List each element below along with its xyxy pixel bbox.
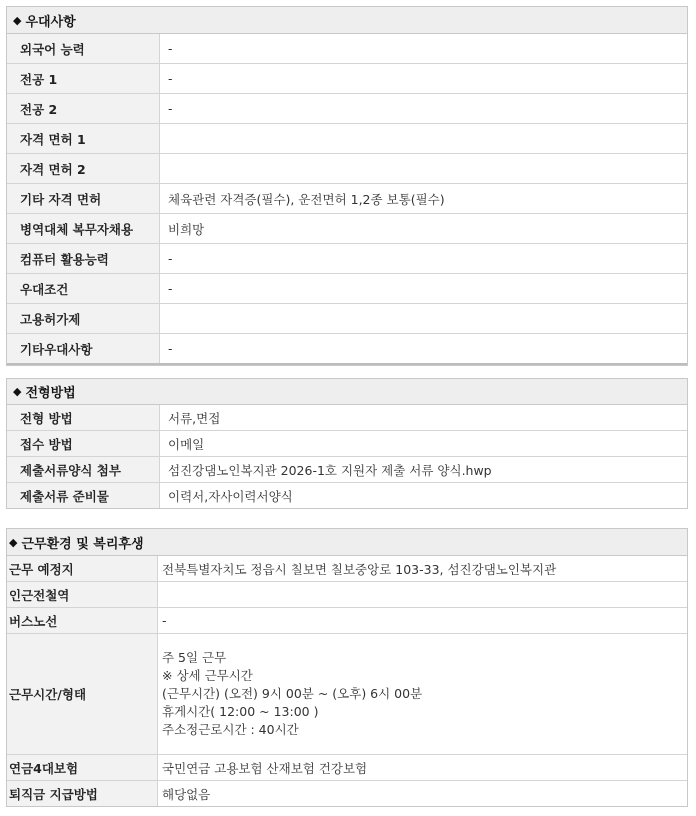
preference-title: 우대사항 <box>25 14 76 30</box>
table-row <box>7 304 687 334</box>
row-label: 전공 2 <box>7 94 160 124</box>
preference-table <box>7 34 687 365</box>
row-label: 제출서류 준비물 <box>7 483 160 509</box>
row-label: 자격 면허 2 <box>7 154 160 184</box>
bus-label: 버스노선 <box>7 608 158 634</box>
table-row <box>7 405 687 431</box>
row-label: 전형 방법 <box>7 405 160 431</box>
hours-line: 휴게시간( 12:00 ~ 13:00 ) <box>162 704 319 719</box>
row-label: 우대조건 <box>7 274 160 304</box>
workplace-label: 근무 예정지 <box>7 556 158 582</box>
selection-title: 전형방법 <box>25 386 76 401</box>
row-value: 비희망 <box>160 214 688 244</box>
hours-line: (근무시간) (오전) 9시 00분 ~ (오후) 6시 00분 <box>162 686 423 701</box>
selection-table <box>7 405 687 508</box>
table-row <box>7 334 687 365</box>
row-value: - <box>168 41 173 56</box>
selection-section <box>6 378 688 509</box>
hours-line: 주 5일 근무 <box>162 650 227 665</box>
table-row <box>7 457 687 483</box>
row-value: - <box>160 274 688 304</box>
hours-value <box>158 634 688 755</box>
table-row <box>7 608 687 634</box>
diamond-icon: ◆ <box>13 385 22 398</box>
table-row <box>7 582 687 608</box>
row-value: - <box>160 334 688 365</box>
table-row <box>7 154 687 184</box>
row-label: 기타우대사항 <box>7 334 160 365</box>
row-value: 서류,면접 <box>168 410 221 426</box>
hours-line: ※ 상세 근무시간 <box>162 668 253 683</box>
table-row <box>7 483 687 509</box>
row-label: 제출서류양식 첨부 <box>7 457 160 483</box>
attachment-link[interactable]: 섬진강댐노인복지관 2026-1호 지원자 제출 서류 양식.hwp <box>160 457 688 483</box>
welfare-section <box>6 528 688 807</box>
table-row <box>7 184 687 214</box>
welfare-header <box>7 529 687 556</box>
subway-value <box>158 582 688 608</box>
table-row <box>7 431 687 457</box>
row-value: - <box>160 94 688 124</box>
insurance-value: 국민연금 고용보험 산재보험 건강보험 <box>158 755 688 781</box>
diamond-icon: ◆ <box>13 13 22 27</box>
workplace-value: 전북특별자치도 정읍시 칠보면 칠보중앙로 103-33, 섬진강댐노인복지관 <box>162 561 557 577</box>
row-label: 고용허가제 <box>7 304 160 334</box>
preference-section <box>6 6 688 366</box>
diamond-icon: ◆ <box>9 535 18 549</box>
table-row <box>7 556 687 582</box>
row-value: 이력서,자사이력서양식 <box>160 483 688 509</box>
row-label: 외국어 능력 <box>7 34 160 64</box>
table-row <box>7 124 687 154</box>
table-row <box>7 94 687 124</box>
row-value: - <box>160 64 688 94</box>
insurance-label: 연금4대보험 <box>7 755 158 781</box>
welfare-title: 근무환경 및 복리후생 <box>21 536 144 552</box>
subway-label: 인근전철역 <box>7 582 158 608</box>
severance-value: 해당없음 <box>158 781 688 807</box>
table-row <box>7 634 687 755</box>
hours-label: 근무시간/형태 <box>7 634 158 755</box>
table-row <box>7 781 687 807</box>
row-label: 자격 면허 1 <box>7 124 160 154</box>
row-value <box>160 304 688 334</box>
row-value: 이메일 <box>160 431 688 457</box>
table-row <box>7 34 687 64</box>
row-value: - <box>160 244 688 274</box>
severance-label: 퇴직금 지급방법 <box>7 781 158 807</box>
table-row <box>7 755 687 781</box>
row-label: 기타 자격 면허 <box>7 184 160 214</box>
row-value <box>160 154 688 184</box>
row-label: 전공 1 <box>7 64 160 94</box>
bus-value: - <box>158 608 688 634</box>
table-row <box>7 214 687 244</box>
hours-line: 주소정근로시간 : 40시간 <box>162 722 299 737</box>
selection-header <box>7 379 687 405</box>
preference-header <box>7 7 687 34</box>
row-label: 컴퓨터 활용능력 <box>7 244 160 274</box>
row-value <box>160 124 688 154</box>
table-row <box>7 274 687 304</box>
table-row <box>7 64 687 94</box>
row-value: 체육관련 자격증(필수), 운전면허 1,2종 보통(필수) <box>160 184 688 214</box>
row-label: 병역대체 복무자채용 <box>7 214 160 244</box>
table-row <box>7 244 687 274</box>
row-label: 접수 방법 <box>7 431 160 457</box>
welfare-table <box>7 556 687 806</box>
